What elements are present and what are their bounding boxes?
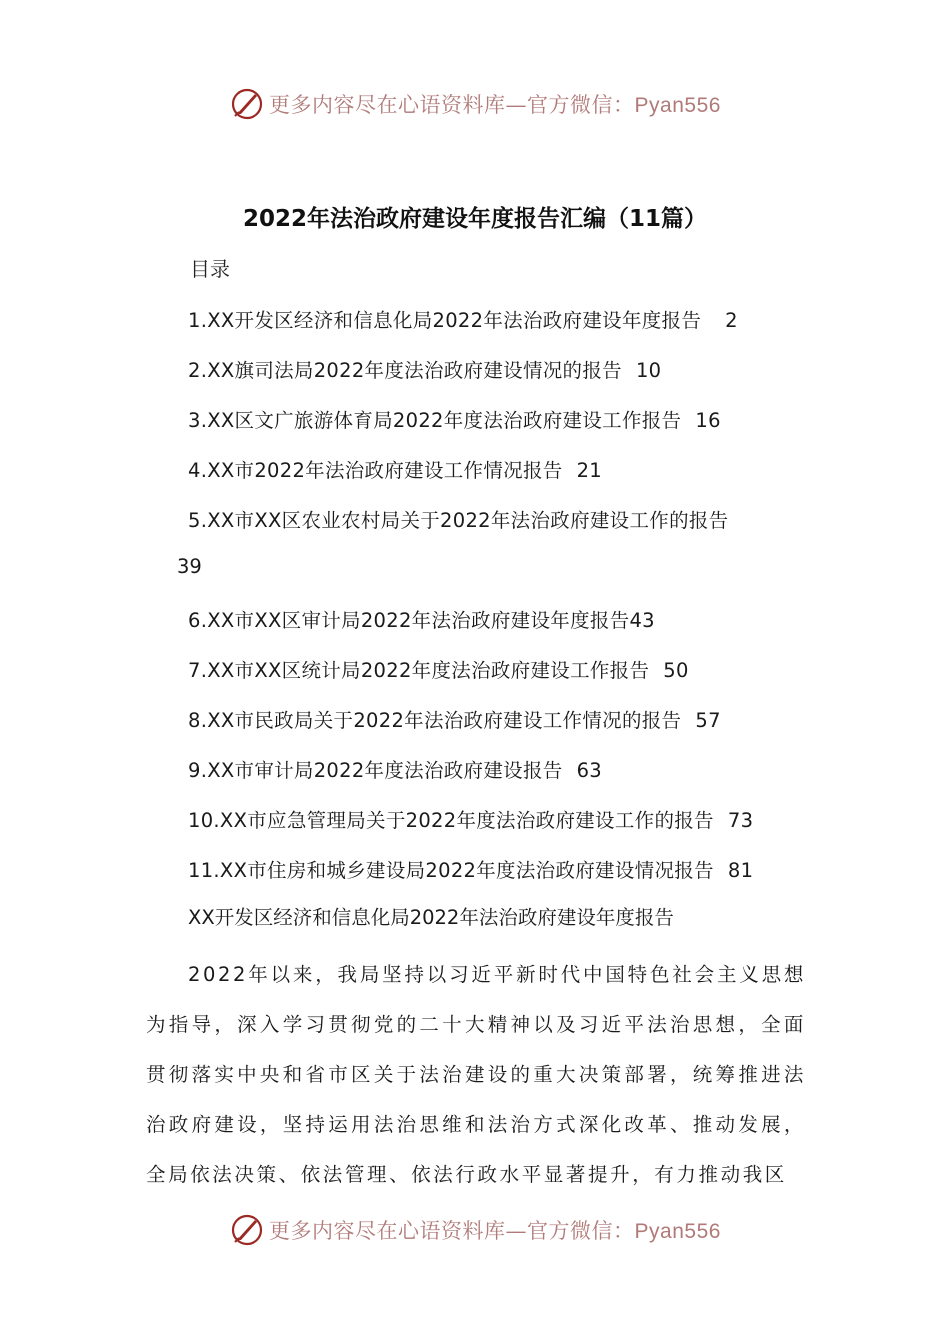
- document-title: 2022年法治政府建设年度报告汇编（11篇）: [242, 206, 708, 232]
- toc-item-page: 43: [629, 609, 655, 632]
- toc-item-label: 5.XX市XX区农业农村局关于2022年法治政府建设工作的报告: [188, 509, 729, 532]
- toc-item[interactable]: [188, 505, 728, 545]
- toc-item-label: 3.XX区文广旅游体育局2022年度法治政府建设工作报告: [188, 409, 682, 432]
- toc-item-page: 63: [576, 759, 602, 782]
- toc-item-label: 10.XX市应急管理局关于2022年度法治政府建设工作的报告: [188, 809, 714, 832]
- toc-item[interactable]: [188, 855, 753, 895]
- toc-item-page: 10: [635, 359, 662, 382]
- toc-item[interactable]: [188, 805, 753, 845]
- toc-item-label: 2.XX旗司法局2022年度法治政府建设情况的报告: [188, 359, 622, 382]
- toc-item-page: 2: [725, 309, 738, 332]
- toc-item-page: 81: [727, 859, 754, 882]
- section-heading: XX开发区经济和信息化局2022年法治政府建设年度报告: [188, 906, 674, 929]
- toc-item-page: 57: [695, 709, 721, 732]
- quill-logo-icon: [229, 86, 265, 122]
- toc-item-page: 50: [663, 659, 689, 682]
- toc-item-page: 39: [177, 555, 202, 578]
- toc-item-label: 1.XX开发区经济和信息化局2022年法治政府建设年度报告: [188, 309, 702, 332]
- toc-heading: 目录: [190, 257, 230, 281]
- toc-item-label: 8.XX市民政局关于2022年法治政府建设工作情况的报告: [188, 709, 682, 732]
- toc-item[interactable]: [188, 405, 721, 445]
- quill-logo-icon: [229, 1212, 265, 1248]
- toc-item-label: 6.XX市XX区审计局2022年法治政府建设年度报告: [188, 609, 630, 632]
- toc-item-label: 9.XX市审计局2022年度法治政府建设报告: [188, 759, 563, 782]
- footer-banner-text: 更多内容尽在心语资料库—官方微信：Pyan556: [269, 1219, 721, 1243]
- toc-item-page: 16: [695, 409, 721, 432]
- footer-banner: [0, 1208, 950, 1252]
- toc-item-label: 4.XX市2022年法治政府建设工作情况报告: [188, 459, 563, 482]
- toc-item[interactable]: [188, 355, 661, 395]
- toc-item-label: 7.XX市XX区统计局2022年度法治政府建设工作报告: [188, 659, 650, 682]
- header-banner-text: 更多内容尽在心语资料库—官方微信：Pyan556: [269, 93, 721, 117]
- header-banner: [0, 82, 950, 126]
- toc-item[interactable]: [188, 455, 602, 495]
- toc-item-page: 73: [727, 809, 754, 832]
- toc-item[interactable]: [188, 605, 655, 645]
- toc-item[interactable]: [188, 705, 721, 745]
- toc-item[interactable]: [188, 655, 689, 695]
- toc-item-page: 21: [576, 459, 602, 482]
- toc-item-label: 11.XX市住房和城乡建设局2022年度法治政府建设情况报告: [188, 859, 714, 882]
- toc-item[interactable]: [188, 305, 738, 345]
- toc-item[interactable]: [188, 755, 602, 795]
- body-paragraph: 2022年以来，我局坚持以习近平新时代中国特色社会主义思想为指导，深入学习贯彻党的二十大精神以及习近平法治思想，全面贯彻落实中央和省市区关于法治建设的重大决策部署，统筹推进法治政府建设，坚持运用法治思维和法治方式深化改革、推动发展，全局依法决策、依法管理、依法行政水平显著提升，有力推动我区: [146, 963, 806, 1186]
